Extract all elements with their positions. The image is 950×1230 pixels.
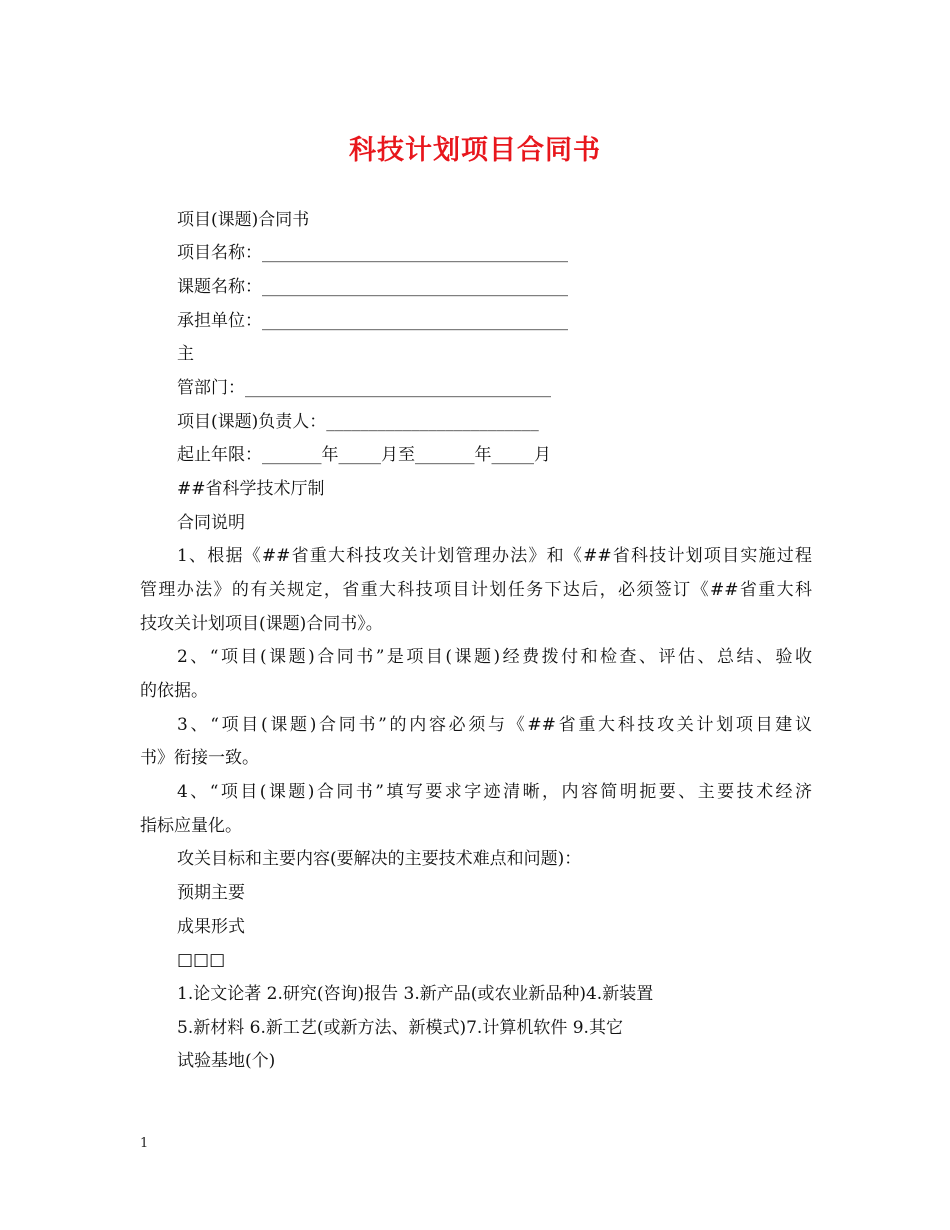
expected-results-label-1: 预期主要 xyxy=(177,883,245,903)
test-base-line: 试验基地(个) xyxy=(177,1051,276,1071)
period-field: 起止年限：_______年_____月至_______年_____月 xyxy=(177,445,551,465)
document-title: 科技计划项目合同书 xyxy=(349,135,601,166)
note-2-line-1: 2、“项目(课题)合同书”是项目(课题)经费拨付和检查、评估、总结、验收 xyxy=(177,647,812,667)
checkbox-row: □□□ xyxy=(177,950,226,970)
note-4-line-1: 4、“项目(课题)合同书”填写要求字迹清晰，内容简明扼要、主要技术经济 xyxy=(177,782,812,802)
dept-field: 管部门：____________________________________ xyxy=(177,378,551,398)
dept-label-part1: 主 xyxy=(177,344,194,364)
expected-results-label-2: 成果形式 xyxy=(177,917,245,937)
page-number: 1 xyxy=(140,1136,149,1151)
leader-field: 项目(课题)负责人：_________________________ xyxy=(177,412,539,432)
undertaking-unit-field: 承担单位：____________________________________ xyxy=(177,311,568,331)
notes-heading: 合同说明 xyxy=(177,513,245,533)
note-1-line-3: 技攻关计划项目(课题)合同书》。 xyxy=(140,614,383,634)
goals-line: 攻关目标和主要内容(要解决的主要技术难点和问题)： xyxy=(177,849,582,869)
note-3-line-1: 3、“项目(课题)合同书”的内容必须与《##省重大科技攻关计划项目建议 xyxy=(177,715,812,735)
cover-heading: 项目(课题)合同书 xyxy=(177,210,310,230)
result-options-line-2: 5.新材料 6.新工艺(或新方法、新模式)7.计算机软件 9.其它 xyxy=(177,1018,623,1038)
note-4-line-2: 指标应量化。 xyxy=(140,816,242,836)
result-options-line-1: 1.论文论著 2.研究(咨询)报告 3.新产品(或农业新品种)4.新装置 xyxy=(177,984,654,1004)
note-1-line-2: 管理办法》的有关规定，省重大科技项目计划任务下达后，必须签订《##省重大科 xyxy=(140,580,812,600)
note-3-line-2: 书》衔接一致。 xyxy=(140,748,259,768)
note-1-line-1: 1、根据《##省重大科技攻关计划管理办法》和《##省科技计划项目实施过程 xyxy=(177,546,812,566)
note-2-line-2: 的依据。 xyxy=(140,681,208,701)
topic-name-field: 课题名称：____________________________________ xyxy=(177,277,568,297)
project-name-field: 项目名称：____________________________________ xyxy=(177,243,568,263)
issuer-line: ##省科学技术厅制 xyxy=(177,479,325,499)
